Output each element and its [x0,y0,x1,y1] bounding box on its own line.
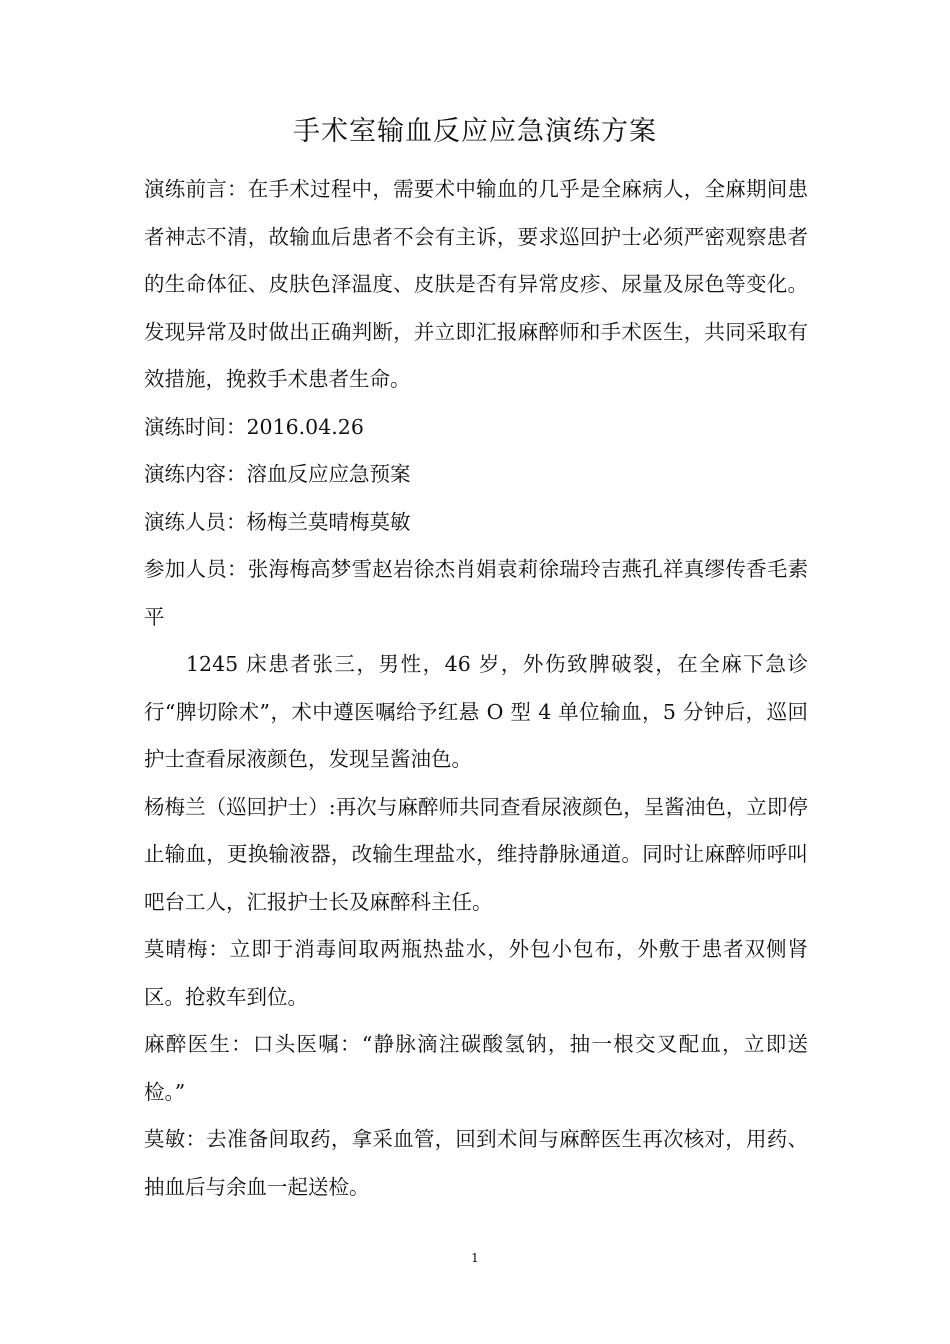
staff-name: 莫晴梅 [308,509,370,534]
participant-name: 袁莉 [496,557,539,581]
drill-staff-label: 演练人员： [144,509,247,534]
drill-content-label: 演练内容： [144,462,247,486]
document-title: 手术室输血反应应急演练方案 [293,116,657,147]
action-paragraph: 莫敏：去准备间取药，拿采血管，回到术间与麻醉医生再次核对，用药、抽血后与余血一起送检。 [144,1127,808,1199]
participant-name: 孔祥真 [642,557,705,581]
participant-name: 徐瑞玲 [538,557,601,581]
participant-name: 赵岩 [372,557,414,581]
participant-name: 肖娟 [455,557,497,581]
participant-name: 徐杰 [413,557,456,581]
participants-line [144,546,808,641]
scenario-paragraph: 1245 床患者张三，男性，46 岁，外伤致脾破裂，在全麻下急诊行“脾切除术”，术中遵医嘱给予红悬 O 型 4 单位输血，5 分钟后，巡回护士查看尿液颜色，发现呈酱油色。 [144,652,808,771]
participant-name: 毛素平 [144,557,809,629]
participant-name: 缪传香 [704,557,767,581]
action-paragraph: 麻醉医生：口头医嘱：“静脉滴注碳酸氢钠，抽一根交叉配血，立即送检。” [144,1032,808,1104]
action-paragraph: 杨梅兰（巡回护士）:再次与麻醉师共同查看尿液颜色，呈酱油色，立即停止输血，更换输液器，改输生理盐水，维持静脉通道。同时让麻醉师呼叫吧台工人，汇报护士长及麻醉科主任。 [144,794,808,914]
drill-time-line [144,404,808,452]
participants-label: 参加人员： [144,557,248,581]
participant-name: 吉燕 [600,557,643,581]
preface-paragraph: 演练前言：在手术过程中，需要术中输血的几乎是全麻病人，全麻期间患者神志不清，故输血后患者不会有主诉，要求巡回护士必须严密观察患者的生命体征、皮肤色泽温度、皮肤是否有异常皮疹、尿量及尿色等变化。发现异常及时做出正确判断，并立即汇报麻醉师和手术医生，共同采取有效措施，挽救手术患者生命。 [144,177,808,391]
participant-name: 张海梅 [247,557,311,581]
staff-name: 杨梅兰 [246,509,308,534]
drill-time-value: 2016.04.26 [246,414,364,439]
drill-time-label: 演练时间： [144,414,247,439]
drill-content-line [144,451,808,499]
staff-name: 莫敏 [369,509,411,534]
document-body [144,166,808,1211]
action-paragraph: 莫晴梅：立即于消毒间取两瓶热盐水，外包小包布，外敷于患者双侧肾区。抢救车到位。 [144,937,808,1009]
participant-name: 高梦雪 [310,557,373,581]
drill-staff-line [144,499,808,547]
drill-content-value: 溶血反应应急预案 [246,462,411,486]
page-number: 1 [471,1251,479,1265]
